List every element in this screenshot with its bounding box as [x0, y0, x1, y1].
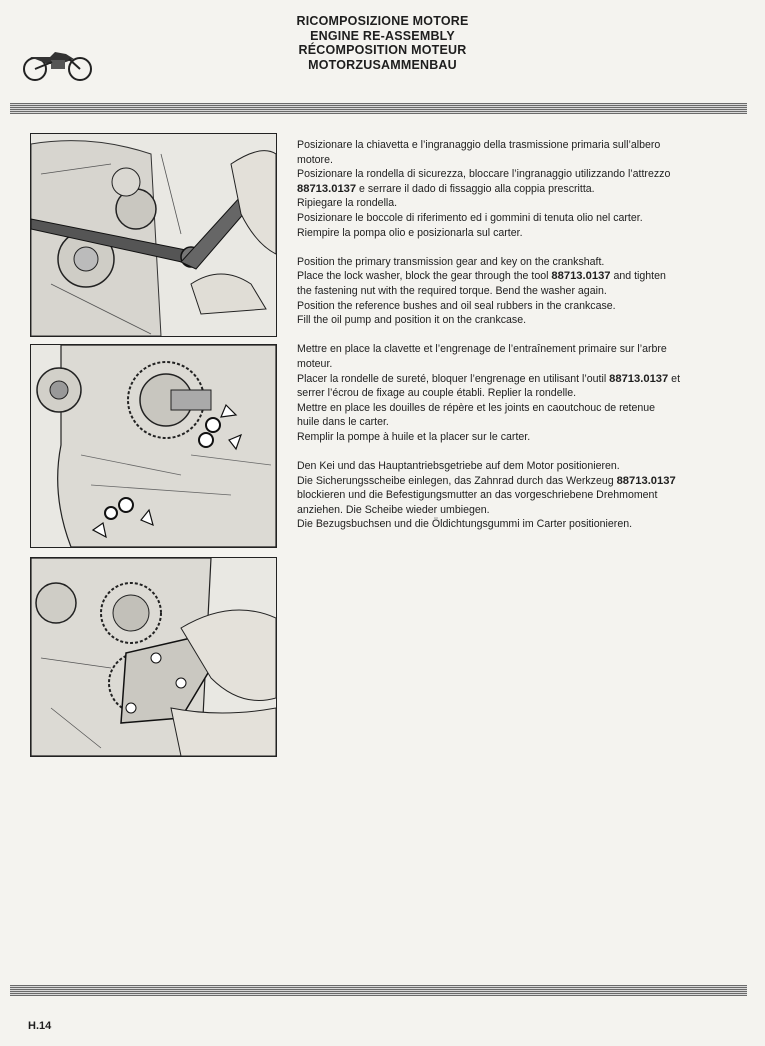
tool-code: 88713.0137 — [609, 372, 669, 385]
instruction-line: Placer la rondelle de sureté, bloquer l’engrenage en utilisant l’outil 88713.0137 et serrer l’écrou de fixage au couple établi. Replier la rondelle. — [297, 372, 681, 400]
instruction-line: Den Kei und das Hauptantriebsgetriebe auf dem Motor positionieren. — [297, 460, 620, 473]
tool-code: 88713.0137 — [616, 474, 676, 487]
instruction-line: Posizionare la rondella di sicurezza, bloccare l’ingranaggio utilizzando l’attrezzo 88713.0137 e serrare il dado di fissaggio alla coppia prescritta. — [297, 168, 671, 195]
instructions-italian — [297, 138, 680, 240]
title-german: MOTORZUSAMMENBAU — [308, 57, 457, 72]
instruction-line: Position the reference bushes and oil seal rubbers in the crankcase. — [297, 299, 616, 312]
page-number: H.14 — [28, 1020, 52, 1032]
title-english: ENGINE RE-ASSEMBLY — [310, 28, 455, 43]
figure-reference-bushes — [30, 344, 277, 548]
instruction-line: Position the primary transmission gear and key on the crankshaft. — [297, 255, 605, 268]
instructions-french — [297, 342, 680, 444]
header-rule — [10, 103, 747, 114]
page-header — [200, 14, 565, 72]
instruction-line: Mettre en place les douilles de répère et les joints en caoutchouc de retenue huile dans le carter. — [297, 401, 656, 429]
figure-oil-pump-install — [30, 557, 277, 757]
instructions-german — [297, 459, 680, 532]
title-italian: RICOMPOSIZIONE MOTORE — [296, 14, 469, 28]
instruction-line: Die Bezugsbuchsen und die Öldichtungsgummi im Carter positionieren. — [297, 518, 633, 531]
tool-code: 88713.0137 — [297, 182, 357, 195]
instructions-english — [297, 255, 680, 328]
instruction-line: Place the lock washer, block the gear through the tool 88713.0137 and tighten the fastening nut with the required torque. Bend the washer again. — [297, 270, 666, 297]
instruction-line: Riempire la pompa olio e posizionarla sul carter. — [297, 226, 523, 239]
figure-primary-gear-tightening — [30, 133, 277, 337]
tool-code: 88713.0137 — [551, 270, 611, 283]
instruction-line: Mettre en place la clavette et l’engrenage de l’entraînement primaire sur l’arbre moteur. — [297, 343, 667, 370]
instruction-line: Fill the oil pump and position it on the crankcase. — [297, 314, 527, 327]
instruction-line: Remplir la pompe à huile et la placer sur le carter. — [297, 430, 531, 443]
instruction-line: Die Sicherungsscheibe einlegen, das Zahnrad durch das Werkzeug 88713.0137 blockieren und die Befestigungsmutter an das vorgeschriebene Drehmoment anziehen. Die Scheibe wieder umbiegen. — [297, 474, 676, 516]
instruction-line: Ripiegare la rondella. — [297, 197, 398, 210]
title-french: RÉCOMPOSITION MOTEUR — [298, 43, 467, 57]
instruction-line: Posizionare le boccole di riferimento ed i gommini di tenuta olio nel carter. — [297, 211, 643, 224]
instructions-text — [297, 138, 680, 547]
instruction-line: Posizionare la chiavetta e l’ingranaggio della trasmissione primaria sull’albero motore. — [297, 139, 661, 166]
motorcycle-logo-icon — [22, 48, 94, 82]
footer-rule — [10, 985, 747, 996]
